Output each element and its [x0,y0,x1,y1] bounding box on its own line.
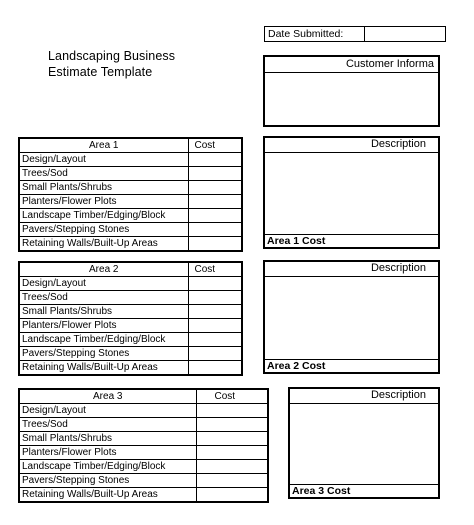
item-label: Landscape Timber/Edging/Block [20,460,196,474]
cost-heading: Cost [196,390,267,404]
table-row [20,319,241,333]
table-row [20,418,267,432]
title-line-1: Landscaping Business [48,49,176,63]
area-1-cost-total: Area 1 Cost [265,234,438,247]
table-row [20,223,241,237]
date-submitted-value[interactable] [365,27,445,41]
area-1-table [18,137,243,252]
item-label: Retaining Walls/Built-Up Areas [20,361,188,375]
cost-cell[interactable] [188,223,241,237]
description-heading: Description [265,138,438,153]
area-3-table [18,388,269,503]
area-3-description-box [288,387,440,499]
table-row [20,181,241,195]
cost-cell[interactable] [188,305,241,319]
item-label: Planters/Flower Plots [20,195,188,209]
item-label: Landscape Timber/Edging/Block [20,333,188,347]
area-name: Area 1 [20,139,188,153]
table-row [20,277,241,291]
customer-info-heading: Customer Informa [265,57,438,73]
date-submitted-field [264,26,446,42]
cost-cell[interactable] [196,432,267,446]
area-name: Area 2 [20,263,188,277]
area-2-cost-total: Area 2 Cost [265,359,438,372]
cost-cell[interactable] [188,167,241,181]
table-row [20,333,241,347]
area-2-table [18,261,243,376]
title-line-2: Estimate Template [48,65,153,79]
table-row [20,305,241,319]
item-label: Landscape Timber/Edging/Block [20,209,188,223]
item-label: Design/Layout [20,153,188,167]
cost-heading: Cost [188,263,241,277]
item-label: Small Plants/Shrubs [20,432,196,446]
table-row [20,404,267,418]
area-3-cost-total: Area 3 Cost [290,484,438,497]
table-row [20,209,241,223]
cost-cell[interactable] [188,237,241,251]
cost-cell[interactable] [188,181,241,195]
table-row [20,291,241,305]
item-label: Trees/Sod [20,291,188,305]
item-label: Design/Layout [20,277,188,291]
cost-heading: Cost [188,139,241,153]
table-row [20,474,267,488]
cost-cell[interactable] [188,277,241,291]
table-row [20,153,241,167]
cost-cell[interactable] [188,153,241,167]
cost-cell[interactable] [196,404,267,418]
table-row [20,432,267,446]
cost-cell[interactable] [196,474,267,488]
table-row [20,195,241,209]
area-1-description-box [263,136,440,249]
item-label: Planters/Flower Plots [20,446,196,460]
page-title [48,48,175,80]
item-label: Retaining Walls/Built-Up Areas [20,488,196,502]
table-row [20,488,267,502]
cost-cell[interactable] [188,319,241,333]
cost-cell[interactable] [188,361,241,375]
cost-cell[interactable] [188,347,241,361]
table-row [20,460,267,474]
customer-info-box [263,55,440,127]
item-label: Pavers/Stepping Stones [20,347,188,361]
area-2-description-box [263,260,440,374]
item-label: Design/Layout [20,404,196,418]
cost-cell[interactable] [196,488,267,502]
item-label: Retaining Walls/Built-Up Areas [20,237,188,251]
cost-cell[interactable] [196,460,267,474]
cost-cell[interactable] [188,291,241,305]
item-label: Pavers/Stepping Stones [20,223,188,237]
cost-cell[interactable] [196,446,267,460]
cost-cell[interactable] [188,333,241,347]
area-name: Area 3 [20,390,196,404]
item-label: Small Plants/Shrubs [20,305,188,319]
cost-cell[interactable] [188,195,241,209]
table-row [20,347,241,361]
item-label: Pavers/Stepping Stones [20,474,196,488]
description-heading: Description [290,389,438,404]
item-label: Trees/Sod [20,167,188,181]
table-row [20,446,267,460]
date-submitted-label: Date Submitted: [265,27,365,41]
item-label: Trees/Sod [20,418,196,432]
table-row [20,237,241,251]
cost-cell[interactable] [188,209,241,223]
description-heading: Description [265,262,438,277]
cost-cell[interactable] [196,418,267,432]
table-row [20,361,241,375]
item-label: Planters/Flower Plots [20,319,188,333]
item-label: Small Plants/Shrubs [20,181,188,195]
table-row [20,167,241,181]
